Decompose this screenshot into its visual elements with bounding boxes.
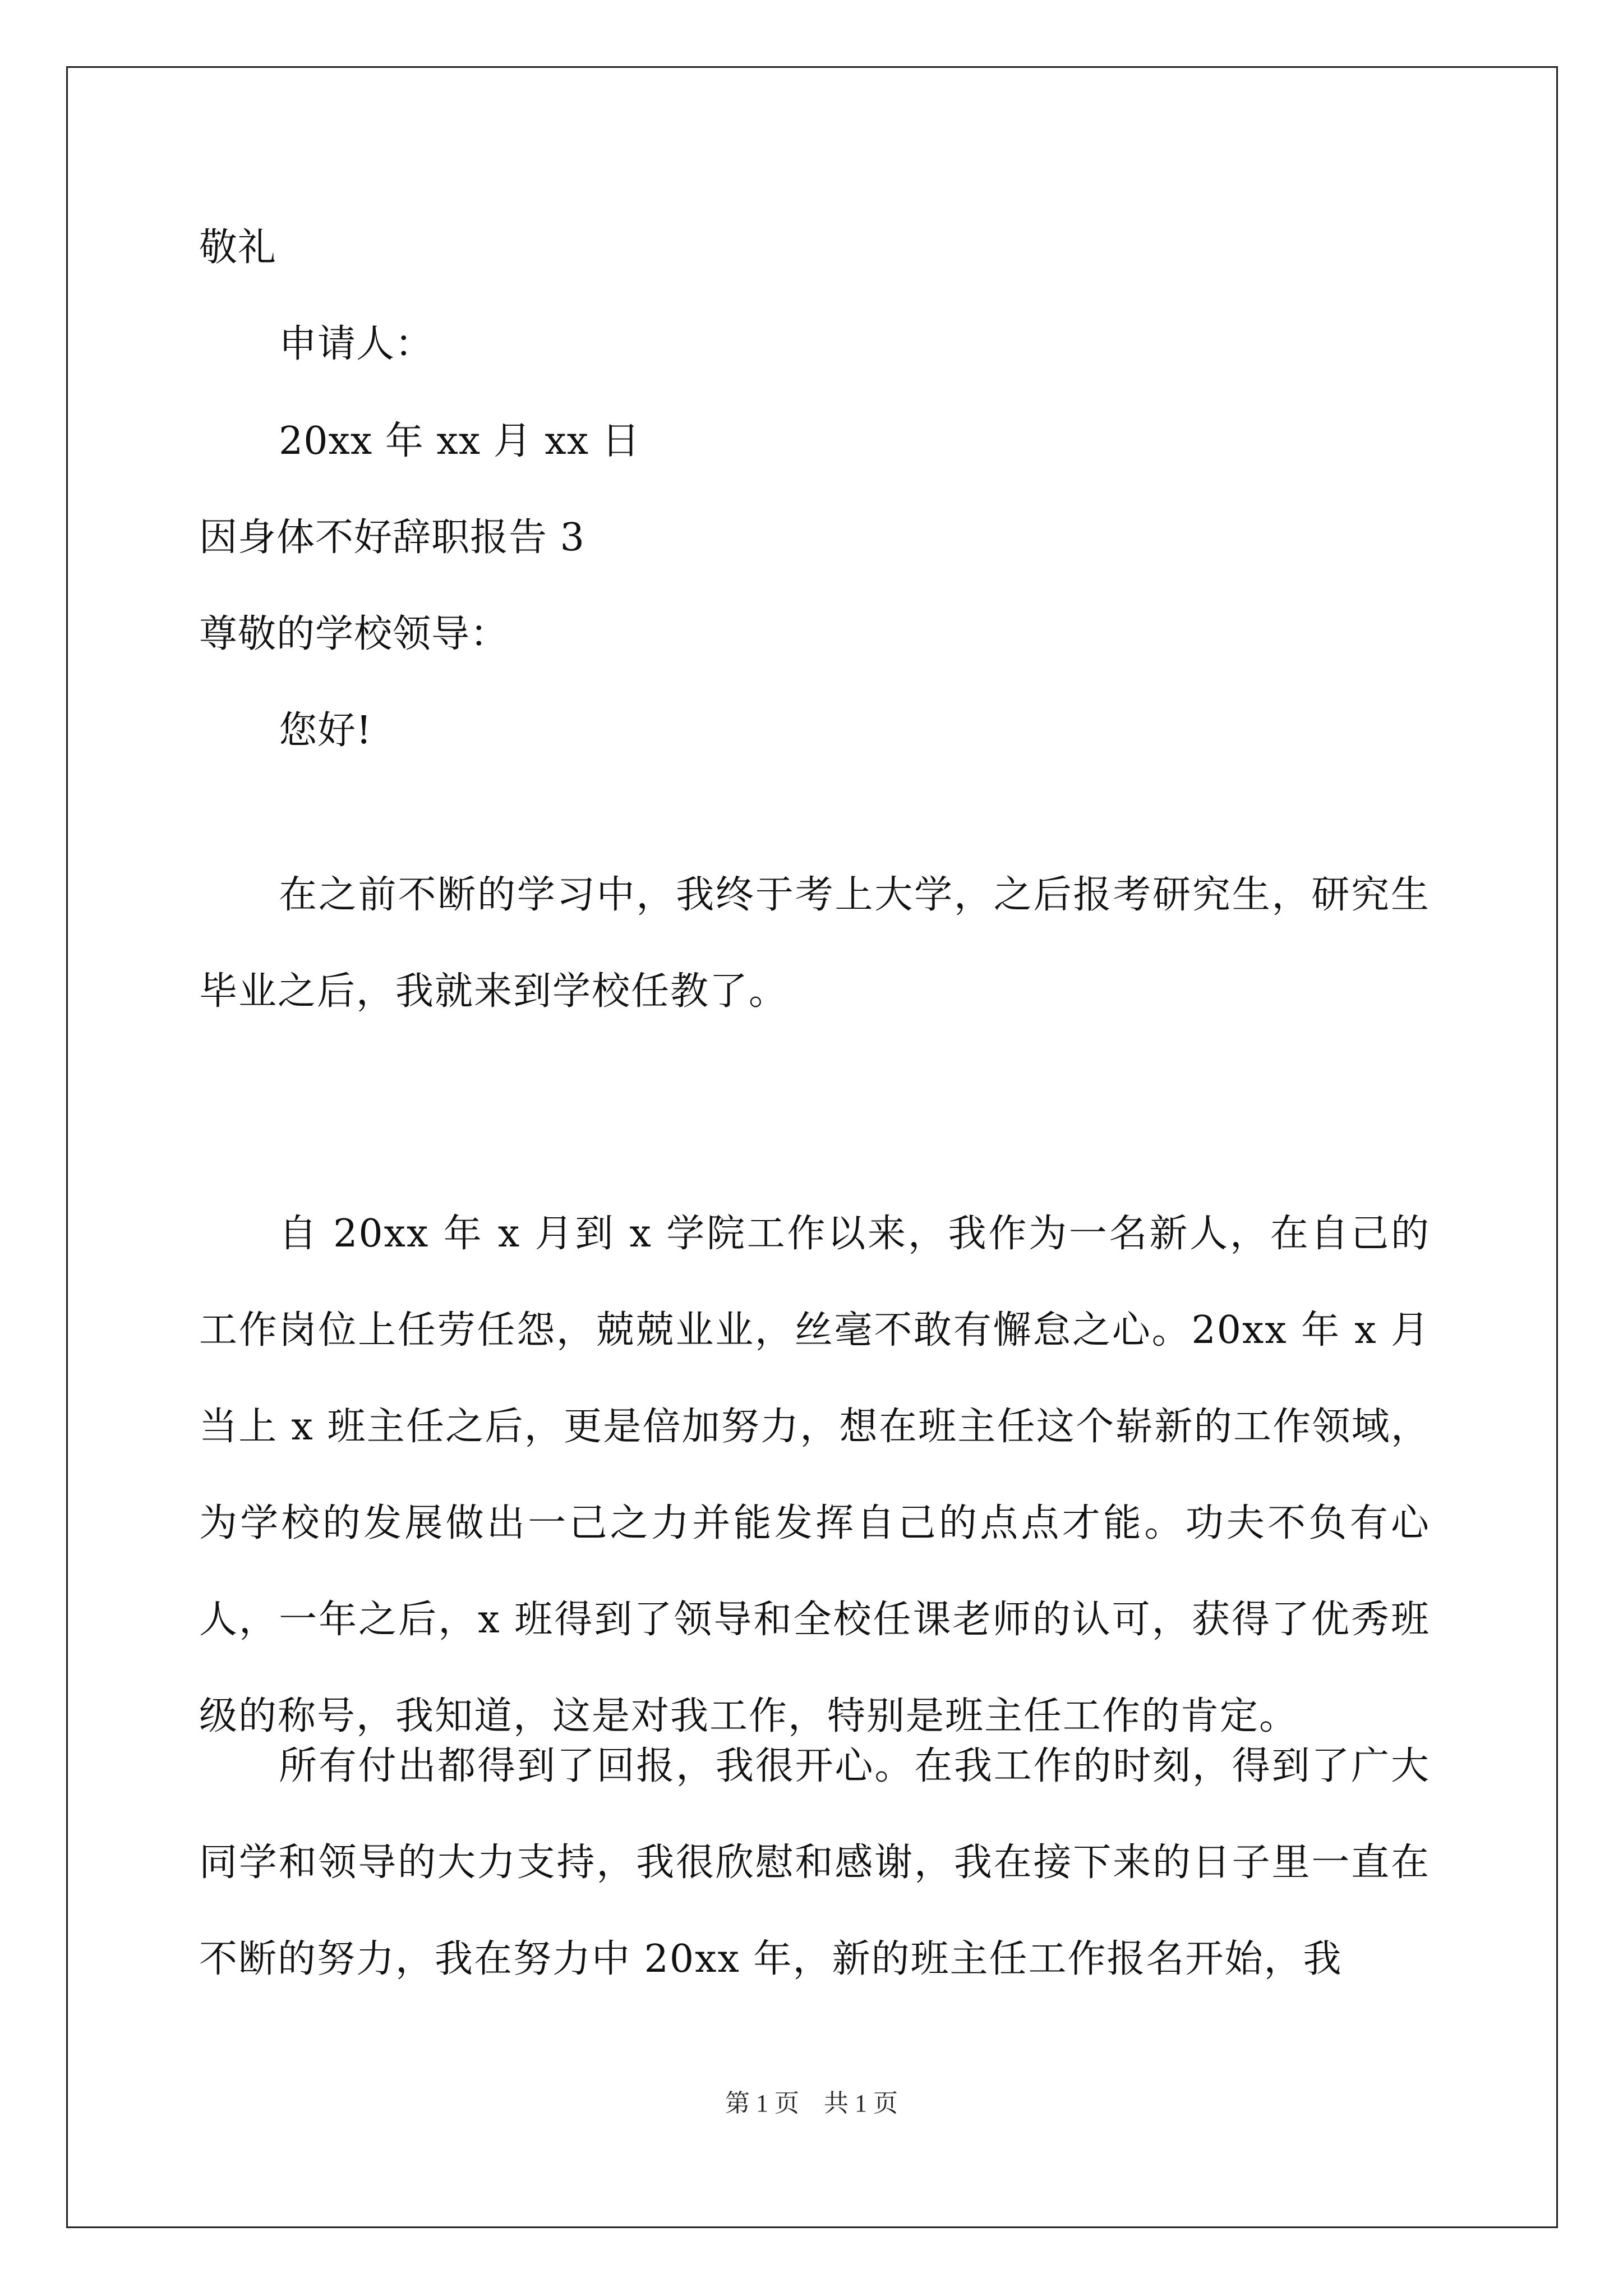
section-title: 因身体不好辞职报告 3	[199, 516, 585, 560]
applicant-label: 申请人：	[279, 322, 434, 366]
page-number-footer: 第 1 页 共 1 页	[725, 2090, 898, 2117]
paragraph-2: 自 20xx 年 x 月到 x 学院工作以来，我作为一名新人，在自己的工作岗位上任劳任怨，兢兢业业，丝毫不敢有懈怠之心。20xx 年 x 月当上 x 班主任之后，更是倍加努力，想在班主任这个崭新的工作领域，为学校的发展做出一己之力并能发挥自己的点点才能。功夫不负有心人，一年之后，x 班得到了领导和全校任课老师的认可，获得了优秀班级的称号，我知道，这是对我工作，特别是班主任工作的肯定。	[199, 1212, 1430, 1738]
greeting: 您好!	[279, 708, 372, 753]
salutation: 尊敬的学校领导：	[199, 612, 509, 656]
date-line: 20xx 年 xx 月 xx 日	[279, 419, 640, 463]
paragraph-1: 在之前不断的学习中，我终于考上大学，之后报考研究生，研究生毕业之后，我就来到学校任教了。	[199, 873, 1430, 1014]
paragraph-3: 所有付出都得到了回报，我很开心。在我工作的时刻，得到了广大同学和领导的大力支持，我很欣慰和感谢，我在接下来的日子里一直在不断的努力，我在努力中 20xx 年，新的班主任工作报名开始，我	[199, 1744, 1430, 1981]
closing-text: 敬礼	[199, 226, 277, 270]
